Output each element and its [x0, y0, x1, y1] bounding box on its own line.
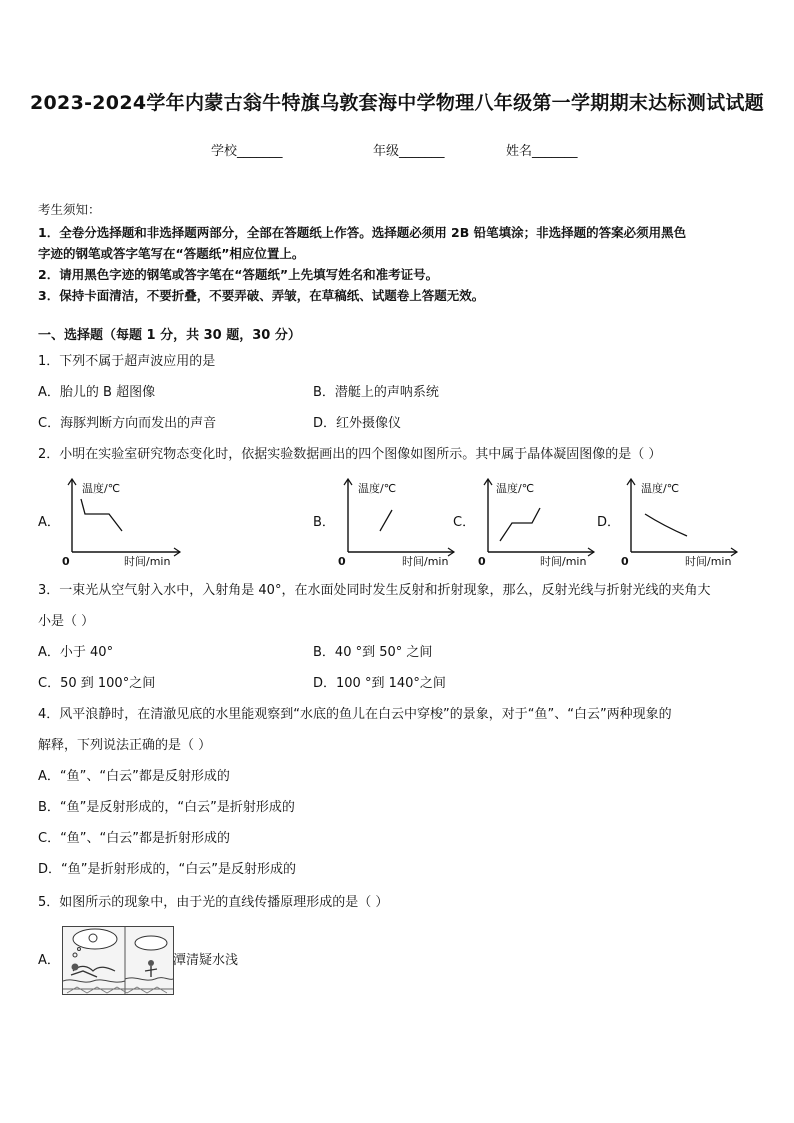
graph-d-ylabel: 温度/℃	[641, 482, 680, 495]
graph-a-ylabel: 温度/℃	[82, 482, 121, 495]
graph-a	[62, 476, 187, 568]
name-field: 姓名_______	[506, 144, 578, 159]
notice-heading: 考生须知：	[38, 202, 101, 217]
q1-option-c: C．海豚判断方向而发出的声音	[38, 416, 217, 431]
q4-option-c: C．“鱼”、“白云”都是折射形成的	[38, 831, 231, 846]
q1-option-a: A．胎儿的 B 超图像	[38, 385, 156, 400]
q3-option-d: D．100 °到 140°之间	[313, 676, 446, 691]
graph-a-xlabel: 时间/min	[124, 555, 171, 568]
q3-stem-line1: 3．一束光从空气射入水中，入射角是 40°，在水面处同时发生反射和折射现象，那么，反射光线与折射光线的夹角大	[38, 583, 711, 598]
notice-line-3: 2．请用黑色字迹的钢笔或答字笔在“答题纸”上先填写姓名和准考证号。	[38, 267, 439, 282]
graph-c-origin: 0	[478, 555, 486, 568]
q3-option-b: B．40 °到 50° 之间	[313, 645, 433, 660]
notice-line-2: 字迹的钢笔或答字笔写在“答题纸”相应位置上。	[38, 246, 305, 261]
q5-option-a-illustration	[62, 926, 174, 995]
graph-c-xlabel: 时间/min	[540, 555, 587, 568]
graph-c-ylabel: 温度/℃	[496, 482, 535, 495]
notice-line-1: 1．全卷分选择题和非选择题两部分，全部在答题纸上作答。选择题必须用 2B 铅笔填涂；非选择题的答案必须用黑色	[38, 225, 687, 240]
school-field: 学校_______	[211, 144, 283, 159]
q5-stem: 5．如图所示的现象中，由于光的直线传播原理形成的是（ ）	[38, 895, 389, 910]
q3-option-a: A．小于 40°	[38, 645, 114, 660]
q1-option-b: B．潜艇上的声呐系统	[313, 385, 439, 400]
q2-option-a-letter: A．	[38, 515, 60, 530]
graph-d-xlabel: 时间/min	[685, 555, 732, 568]
graph-b-origin: 0	[338, 555, 346, 568]
graph-c	[476, 476, 601, 568]
graph-b-ylabel: 温度/℃	[358, 482, 397, 495]
q3-stem-line2: 小是（ ）	[38, 614, 95, 629]
graph-b-xlabel: 时间/min	[402, 555, 449, 568]
q4-stem-line2: 解释，下列说法正确的是（ ）	[38, 738, 212, 753]
q4-option-a: A．“鱼”、“白云”都是反射形成的	[38, 769, 230, 784]
q2-option-c-letter: C．	[453, 515, 476, 530]
notice-line-4: 3．保持卡面清洁，不要折叠，不要弄破、弄皱，在草稿纸、试题卷上答题无效。	[38, 288, 485, 303]
grade-field: 年级_______	[373, 144, 445, 159]
q4-stem-line1: 4．风平浪静时，在清澈见底的水里能观察到“水底的鱼儿在白云中穿梭”的景象，对于“鱼”、“白云”两种现象的	[38, 707, 672, 722]
q2-option-b-letter: B．	[313, 515, 335, 530]
q1-option-d: D．红外摄像仪	[313, 416, 402, 431]
graph-d	[619, 476, 744, 568]
q5-option-a-letter: A．	[38, 953, 60, 968]
graph-b	[336, 476, 461, 568]
graph-d-origin: 0	[621, 555, 629, 568]
q4-option-b: B．“鱼”是反射形成的，“白云”是折射形成的	[38, 800, 295, 815]
page-title: 2023-2024学年内蒙古翁牛特旗乌敦套海中学物理八年级第一学期期末达标测试试题	[30, 92, 764, 114]
q4-option-d: D．“鱼”是折射形成的，“白云”是反射形成的	[38, 862, 296, 877]
q1-stem: 1．下列不属于超声波应用的是	[38, 354, 216, 369]
graph-a-origin: 0	[62, 555, 70, 568]
q3-option-c: C．50 到 100°之间	[38, 676, 156, 691]
q2-option-d-letter: D．	[597, 515, 621, 530]
q2-stem: 2．小明在实验室研究物态变化时，依据实验数据画出的四个图像如图所示。其中属于晶体凝固图像的是（ ）	[38, 447, 662, 462]
section-header: 一、选择题（每题 1 分，共 30 题，30 分）	[38, 328, 301, 343]
q5-option-a-text: 潭清疑水浅	[173, 953, 239, 968]
